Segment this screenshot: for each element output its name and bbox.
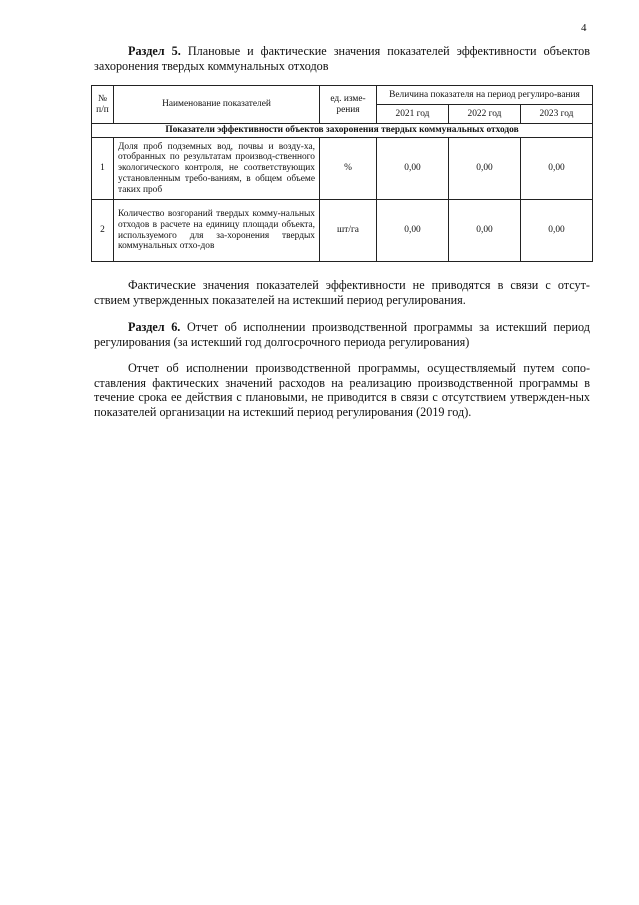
header-name: Наименование показателей [114, 86, 320, 124]
section-5-title: Плановые и фактические значения показателей эффективности объектов захоронения твердых коммунальных отходов [94, 44, 590, 73]
row-number: 1 [92, 138, 114, 200]
header-year-2022: 2022 год [449, 105, 521, 124]
row-unit: шт/га [320, 200, 377, 262]
section-5-heading [94, 44, 590, 73]
table-row [92, 200, 593, 262]
header-period: Величина показателя на период регулиро-вания [377, 86, 593, 105]
performance-indicators-table [91, 85, 593, 262]
row-value-2021: 0,00 [377, 200, 449, 262]
table-group-row [92, 124, 593, 138]
table-group-title: Показатели эффективности объектов захоронения твердых коммунальных отходов [92, 124, 593, 138]
table-header-row [92, 86, 593, 105]
section-5-note: Фактические значения показателей эффективности не приводятся в связи с отсут-ствием утвержденных показателей на истекший период регулирования. [94, 278, 590, 307]
row-name: Доля проб подземных вод, почвы и возду-ха, отобранных по результатам производ-ственного экологического контроля, не соответствующих установленным требо-ваниям, в общем объеме таких проб [114, 138, 320, 200]
header-year-2021: 2021 год [377, 105, 449, 124]
table-row [92, 138, 593, 200]
row-value-2023: 0,00 [521, 200, 593, 262]
row-unit: % [320, 138, 377, 200]
page-number: 4 [581, 22, 587, 34]
section-6-label: Раздел 6. [128, 320, 181, 334]
section-5-label: Раздел 5. [128, 44, 181, 58]
header-year-2023: 2023 год [521, 105, 593, 124]
section-6-title: Отчет об исполнении производственной программы за истекший период регулирования (за истекший год долгосрочного периода регулирования) [94, 320, 590, 349]
row-value-2022: 0,00 [449, 200, 521, 262]
section-6-text: Отчет об исполнении производственной программы, осуществляемый путем сопо-ставления фактических значений расходов на реализацию производственной программы в течение срока ее действия с плановыми, не приводится в связи с отсутствием утвержден-ных показателей организации на истекший период регулирования (2019 год). [94, 361, 590, 419]
row-number: 2 [92, 200, 114, 262]
header-number: № п/п [92, 86, 114, 124]
row-name: Количество возгораний твердых комму-нальных отходов в расчете на единицу площади объекта, используемого для за-хоронения твердых коммунальных отхо-дов [114, 200, 320, 262]
row-value-2023: 0,00 [521, 138, 593, 200]
row-value-2022: 0,00 [449, 138, 521, 200]
section-6-heading [94, 320, 590, 349]
row-value-2021: 0,00 [377, 138, 449, 200]
header-unit: ед. изме-рения [320, 86, 377, 124]
